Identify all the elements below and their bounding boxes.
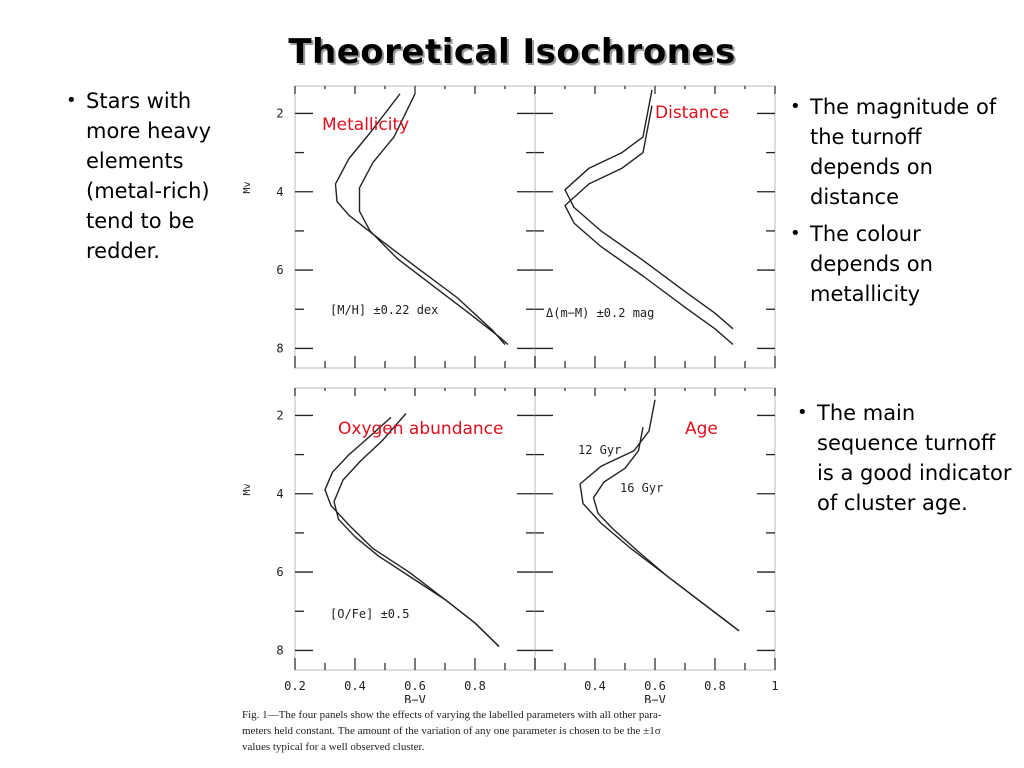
x-tick-label: 0.6 bbox=[404, 679, 426, 693]
y-axis-label: Mv bbox=[242, 483, 253, 496]
series-name-label: 12 Gyr bbox=[578, 443, 622, 457]
isochrone-line-1 bbox=[565, 90, 733, 329]
y-tick-label: 4 bbox=[276, 184, 284, 199]
panel-label: Distance bbox=[655, 103, 730, 123]
left-bullet-list bbox=[62, 86, 252, 273]
bullet-item: • The main sequence turnoff is a good indicator of cluster age. bbox=[793, 398, 1013, 518]
isochrone-figure bbox=[240, 78, 780, 703]
y-tick-label: 6 bbox=[276, 565, 284, 580]
panel-label: Metallicity bbox=[322, 115, 410, 135]
y-tick-label: 2 bbox=[276, 408, 284, 423]
x-tick-label: 0.2 bbox=[284, 679, 306, 693]
x-tick-label: 0.8 bbox=[464, 679, 486, 693]
panel-annotation: [M/H] ±0.22 dex bbox=[330, 303, 439, 317]
chart-panel-distance bbox=[535, 86, 775, 368]
y-tick-label: 2 bbox=[276, 106, 284, 121]
bullet-item: • The colour depends on metallicity bbox=[786, 219, 1016, 309]
y-tick-label: 4 bbox=[276, 486, 284, 501]
x-axis-label: B−V bbox=[644, 693, 666, 703]
chart-panel-age bbox=[535, 388, 775, 670]
bullet-item: • The magnitude of the turnoff depends on distance bbox=[786, 92, 1016, 212]
caption-line: meters held constant. The amount of the variation of any one parameter is chosen to be the ±1σ bbox=[242, 725, 661, 737]
isochrone-line-2 bbox=[594, 427, 740, 631]
caption-line: Fig. 1—The four panels show the effects of varying the labelled parameters with all other para- bbox=[242, 709, 662, 721]
x-tick-label: 0.4 bbox=[584, 679, 606, 693]
right-top-bullet-list bbox=[786, 92, 1016, 316]
panel-frame bbox=[535, 86, 775, 368]
x-tick-label: 1 bbox=[771, 679, 779, 693]
y-tick-label: 8 bbox=[276, 643, 284, 658]
panel-annotation: Δ(m−M) ±0.2 mag bbox=[546, 306, 655, 320]
caption-line: values typical for a well observed cluster. bbox=[242, 741, 425, 753]
right-bottom-bullet-list bbox=[793, 398, 1013, 525]
panel-frame bbox=[535, 388, 775, 670]
page-title: Theoretical Isochrones bbox=[288, 32, 736, 72]
panel-label: Age bbox=[685, 419, 718, 439]
bullet-item: • Stars with more heavy elements (metal-rich) tend to be redder. bbox=[62, 86, 252, 266]
x-tick-label: 0.6 bbox=[644, 679, 666, 693]
y-tick-label: 8 bbox=[276, 341, 284, 356]
panel-annotation: [O/Fe] ±0.5 bbox=[330, 607, 410, 621]
series-name-label: 16 Gyr bbox=[620, 481, 664, 495]
x-tick-label: 0.4 bbox=[344, 679, 366, 693]
panel-label: Oxygen abundance bbox=[338, 419, 504, 439]
x-axis-label: B−V bbox=[404, 693, 426, 703]
figure-caption bbox=[242, 707, 772, 755]
y-axis-label: Mv bbox=[242, 181, 253, 194]
y-tick-label: 6 bbox=[276, 263, 284, 278]
x-tick-label: 0.8 bbox=[704, 679, 726, 693]
